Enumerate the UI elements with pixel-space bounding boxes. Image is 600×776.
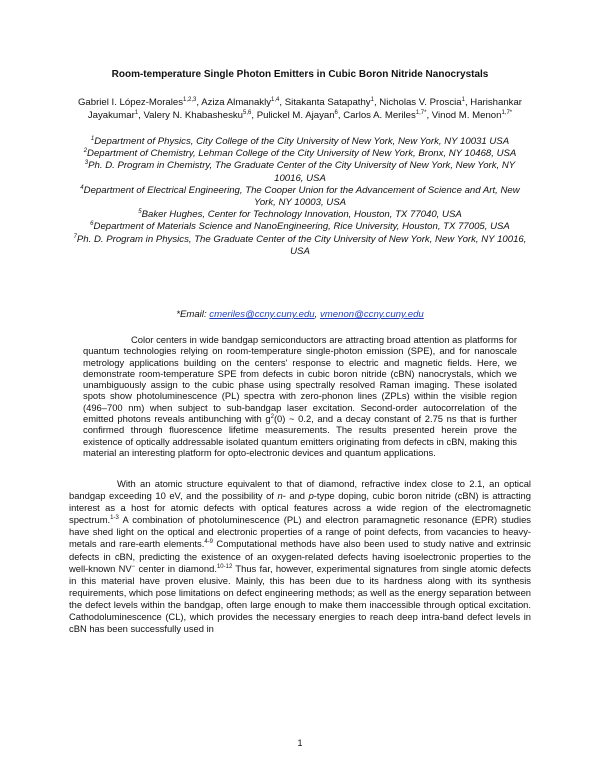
author: Carlos A. Meriles$^{1,7*}$,	[343, 109, 432, 121]
author: Harishankar Jayakumar$^1$,	[87, 97, 523, 121]
affiliation: $^7$Ph. D. Program in Physics, The Graduate Center of the City University of New York, New York, NY 10016, USA	[73, 233, 527, 257]
author-list	[60, 97, 540, 122]
author: Nicholas V. Proscia$^1$,	[379, 96, 471, 108]
email-link-menon[interactable]: vmenon@ccny.cuny.edu	[319, 309, 424, 320]
citation: 10-12	[216, 563, 233, 570]
affiliation: $^4$Department of Electrical Engineering, The Cooper Union for the Advancement of Science and Art, New York, NY 10003, USA	[80, 184, 520, 209]
affiliation: $^1$Department of Physics, City College of the City University of New York, New York, NY 10031 USA	[90, 135, 510, 147]
author: Sitakanta Satapathy$^1$,	[284, 96, 380, 108]
paper-title: Room-temperature Single Photon Emitters in Cubic Boron Nitride Nanocrystals	[111, 69, 489, 80]
author: Pulickel M. Ajayan$^6$,	[256, 109, 344, 121]
author: Gabriel I. López-Morales$^{1,2,3}$,	[77, 96, 202, 108]
author: Aziza Almanakly$^{1,4}$,	[201, 96, 285, 108]
corresponding-email: *Email: cmeriles@ccny.cuny.edu, vmenon@ccny.cuny.edu	[176, 309, 424, 320]
affiliation: $^6$Department of Materials Science and NanoEngineering, Rice University, Houston, TX 77005, USA	[90, 221, 510, 233]
citation: 1-3	[110, 515, 119, 522]
author: Vinod M. Menon$^{1,7*}$	[431, 109, 513, 121]
body-paragraph: With an atomic structure equivalent to that of diamond, refractive index close to 2.1, an optical bandgap exceeding 10 eV, and the possibility of n- and p-type doping, cubic boron nitride (cBN) is attracting interest as a host for atomic defects with optical features across a wide region of the electromagnetic spectrum.$^{1-3}$ A combination of photoluminescence (PL) and electron paramagnetic resonance (EPR) studies have shed light on the optical and electronic properties of a range of point defects, from vacancies to heavy-metals and rare-earth elements.$^{4-9}$ Computational methods have also been used to study native and extrinsic defects in cBN, predicting the existence of an oxygen-related defects having isoelectronic properties to the well-known NV− center in diamond.$^{10-12}$ Thus far, however, experimental signatures from single atomic defects in this material have proven elusive. Mainly, this has been due to its hardness along with its synthesis requirements, which pose limitations on defect engineering methods; as well as the energy separation between the defect levels within the bandgap, often large enough to make them inaccessible through optical excitation. Cathodoluminescence (CL), which provides the necessary energies to reach deep intra-band defect levels in cBN has been successfully used in	[69, 478, 531, 635]
abstract: Color centers in wide bandgap semiconductors are attracting broad attention as platforms for quantum technologies relying on room-temperature single-photon emission (SPE), and for nanoscale metrology applications building on the centers' response to electric and magnetic fields. Here, we demonstrate room-temperature SPE from defects in cubic boron nitride (cBN) nanocrystals, which we unambiguously assign to the cubic phase using spectrally resolved Raman imaging. These isolated spots show photoluminescence (PL) spectra with zero-phonon lines (ZPLs) within the visible region (496–700 nm) when subject to sub-bandgap laser excitation. Second-order autocorrelation of the emitted photons reveals antibunching with $g^2(0)$ ~ 0.2, and a decay constant of 2.75 ns that is further confirmed through fluorescence lifetime measurements. The results presented herein prove the existence of optically addressable isolated quantum emitters originating from defects in cBN, making this material an interesting platform for opto-electronic devices and quantum applications.	[83, 334, 517, 458]
citation: 4-9	[204, 539, 213, 546]
affiliation: $^2$Department of Chemistry, Lehman College of the City University of New York, Bronx, NY 10468, USA	[83, 148, 517, 160]
affiliation: $^3$Ph. D. Program in Chemistry, The Graduate Center of the City University of New York, New York, NY 10016, USA	[84, 160, 516, 184]
affiliation: $^5$Baker Hughes, Center for Technology Innovation, Houston, TX 77040, USA	[138, 209, 462, 221]
email-link-meriles[interactable]: cmeriles@ccny.cuny.edu	[209, 309, 315, 320]
author: Valery N. Khabashesku$^{5,6}$,	[143, 109, 257, 121]
page-number: 1	[297, 738, 303, 748]
affiliation-list	[70, 136, 530, 258]
